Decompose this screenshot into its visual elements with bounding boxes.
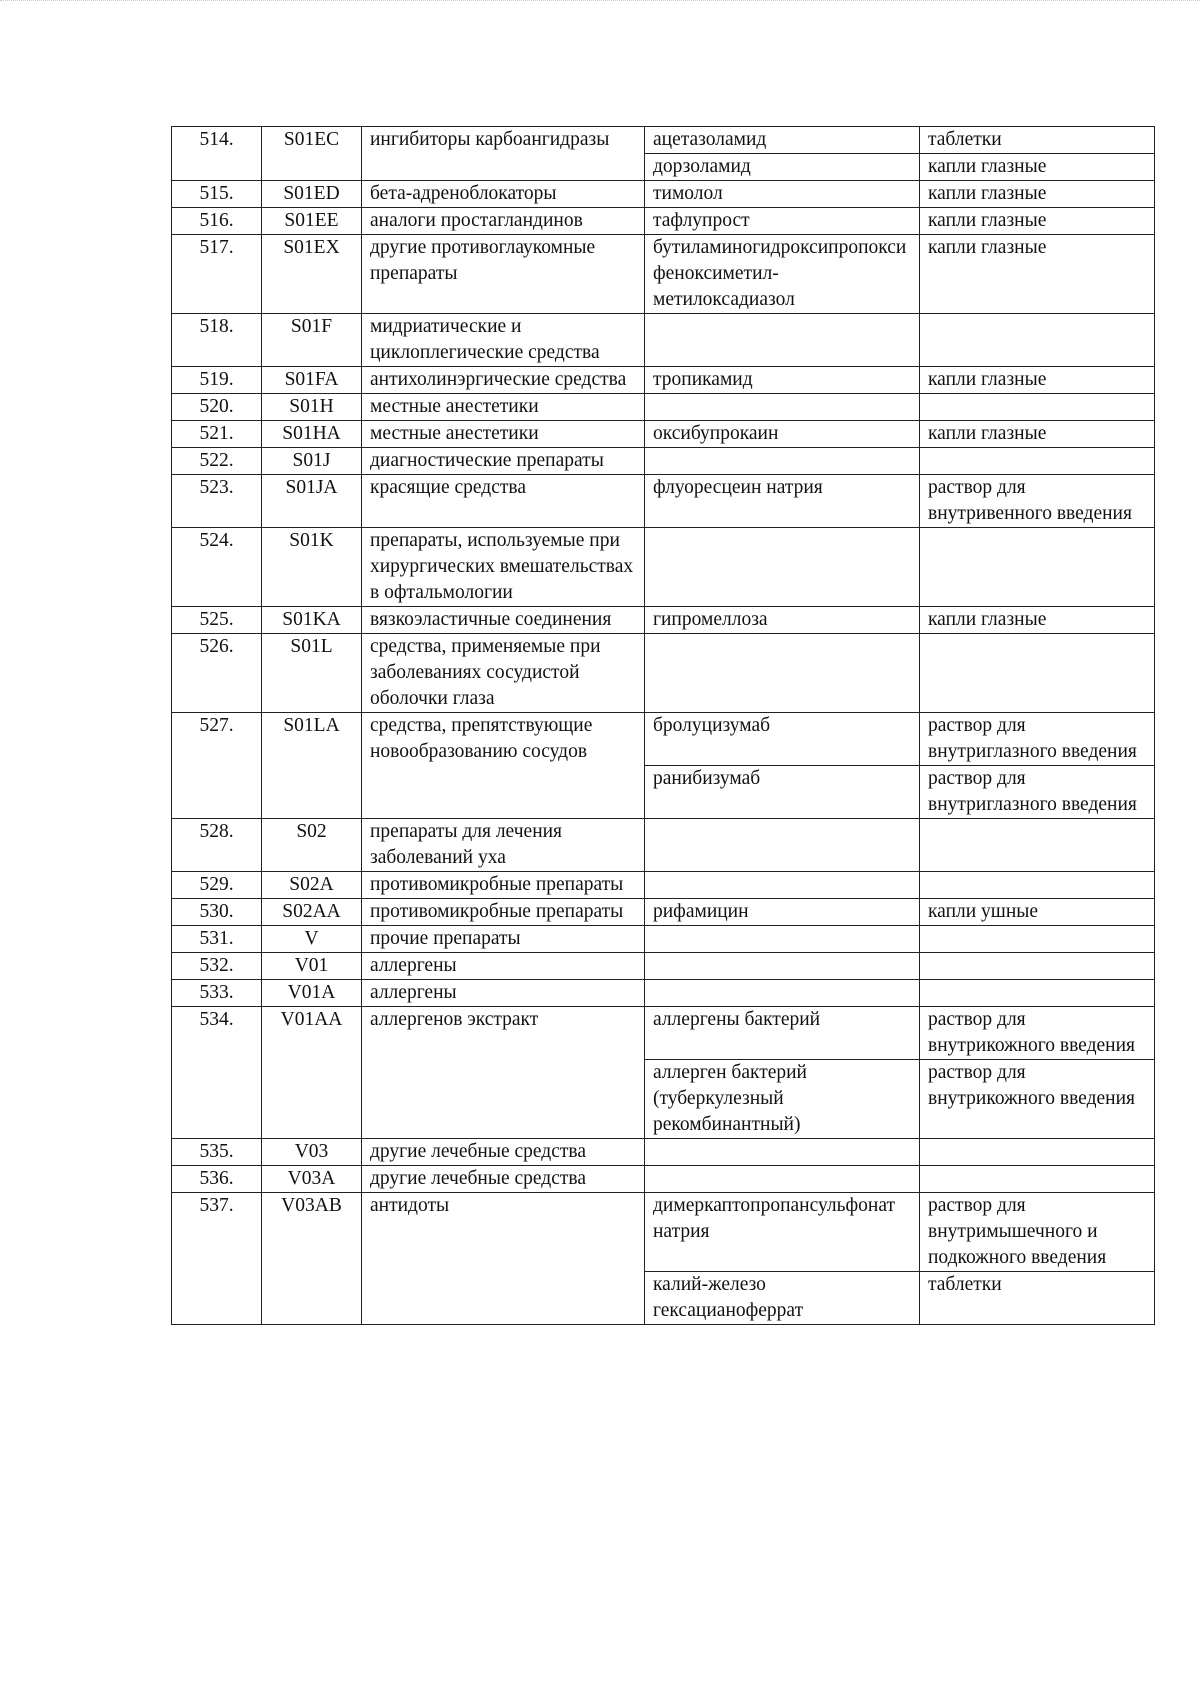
- drug-name: аллергены бактерий: [645, 1007, 920, 1060]
- drug-name: [645, 872, 920, 899]
- atc-code: S01LA: [262, 713, 362, 819]
- row-number: 530.: [172, 899, 262, 926]
- table-row: [172, 926, 1155, 953]
- row-number: 524.: [172, 528, 262, 607]
- atc-code: S01HA: [262, 421, 362, 448]
- dosage-form: капли ушные: [920, 899, 1155, 926]
- dosage-form: капли глазные: [920, 367, 1155, 394]
- row-number: 515.: [172, 181, 262, 208]
- row-number: 520.: [172, 394, 262, 421]
- drug-name: калий-железо гексацианоферрат: [645, 1272, 920, 1325]
- group-name: другие противоглаукомные препараты: [362, 235, 645, 314]
- atc-code: S01EC: [262, 127, 362, 181]
- dosage-form: [920, 926, 1155, 953]
- drug-name: [645, 314, 920, 367]
- row-number: 516.: [172, 208, 262, 235]
- group-name: красящие средства: [362, 475, 645, 528]
- dosage-form: [920, 872, 1155, 899]
- table-row: [172, 181, 1155, 208]
- row-number: 531.: [172, 926, 262, 953]
- group-name: антидоты: [362, 1193, 645, 1325]
- dosage-form: капли глазные: [920, 607, 1155, 634]
- atc-code: S01EE: [262, 208, 362, 235]
- dosage-form: капли глазные: [920, 208, 1155, 235]
- atc-code: V03A: [262, 1166, 362, 1193]
- drug-name: рифамицин: [645, 899, 920, 926]
- dosage-form: [920, 819, 1155, 872]
- table-body: [172, 127, 1155, 1325]
- table-row: [172, 314, 1155, 367]
- drug-name: ранибизумаб: [645, 766, 920, 819]
- row-number: 526.: [172, 634, 262, 713]
- group-name: аллергены: [362, 980, 645, 1007]
- group-name: другие лечебные средства: [362, 1139, 645, 1166]
- table-row: [172, 367, 1155, 394]
- table-row: [172, 713, 1155, 766]
- atc-code: V01: [262, 953, 362, 980]
- row-number: 534.: [172, 1007, 262, 1139]
- group-name: ингибиторы карбоангидразы: [362, 127, 645, 181]
- drug-name: ацетазоламид: [645, 127, 920, 154]
- group-name: препараты для лечения заболеваний уха: [362, 819, 645, 872]
- atc-code: S01JA: [262, 475, 362, 528]
- group-name: бета-адреноблокаторы: [362, 181, 645, 208]
- dosage-form: раствор для внутрикожного введения: [920, 1060, 1155, 1139]
- drug-name: [645, 819, 920, 872]
- dosage-form: раствор для внутрикожного введения: [920, 1007, 1155, 1060]
- group-name: препараты, используемые при хирургических вмешательствах в офтальмологии: [362, 528, 645, 607]
- row-number: 529.: [172, 872, 262, 899]
- dosage-form: капли глазные: [920, 421, 1155, 448]
- row-number: 523.: [172, 475, 262, 528]
- row-number: 535.: [172, 1139, 262, 1166]
- atc-code: S02AA: [262, 899, 362, 926]
- table-row: [172, 475, 1155, 528]
- drug-name: [645, 528, 920, 607]
- atc-code: S01FA: [262, 367, 362, 394]
- row-number: 533.: [172, 980, 262, 1007]
- group-name: другие лечебные средства: [362, 1166, 645, 1193]
- drug-name: тимолол: [645, 181, 920, 208]
- dosage-form: таблетки: [920, 1272, 1155, 1325]
- table-row: [172, 127, 1155, 154]
- group-name: аналоги простагландинов: [362, 208, 645, 235]
- atc-code: S01K: [262, 528, 362, 607]
- medication-table: [171, 126, 1155, 1325]
- table-row: [172, 1166, 1155, 1193]
- dosage-form: капли глазные: [920, 181, 1155, 208]
- atc-code: S01KA: [262, 607, 362, 634]
- group-name: противомикробные препараты: [362, 899, 645, 926]
- dosage-form: [920, 1166, 1155, 1193]
- drug-name: бутиламиногидроксипропоксифеноксиметил-метилоксадиазол: [645, 235, 920, 314]
- table-row: [172, 394, 1155, 421]
- drug-name: [645, 980, 920, 1007]
- table-row: [172, 953, 1155, 980]
- atc-code: V03AB: [262, 1193, 362, 1325]
- group-name: средства, применяемые при заболеваниях сосудистой оболочки глаза: [362, 634, 645, 713]
- atc-code: S02A: [262, 872, 362, 899]
- group-name: мидриатические и циклоплегические средства: [362, 314, 645, 367]
- table-row: [172, 1193, 1155, 1272]
- row-number: 518.: [172, 314, 262, 367]
- group-name: диагностические препараты: [362, 448, 645, 475]
- dosage-form: [920, 634, 1155, 713]
- table-row: [172, 528, 1155, 607]
- drug-name: [645, 634, 920, 713]
- drug-name: [645, 394, 920, 421]
- group-name: аллергенов экстракт: [362, 1007, 645, 1139]
- drug-name: [645, 1139, 920, 1166]
- group-name: аллергены: [362, 953, 645, 980]
- group-name: вязкоэластичные соединения: [362, 607, 645, 634]
- row-number: 536.: [172, 1166, 262, 1193]
- table-row: [172, 1139, 1155, 1166]
- table-row: [172, 872, 1155, 899]
- table-row: [172, 899, 1155, 926]
- table-row: [172, 1007, 1155, 1060]
- drug-name: оксибупрокаин: [645, 421, 920, 448]
- dosage-form: раствор для внутриглазного введения: [920, 766, 1155, 819]
- row-number: 525.: [172, 607, 262, 634]
- drug-name: [645, 1166, 920, 1193]
- table-row: [172, 235, 1155, 314]
- dosage-form: [920, 528, 1155, 607]
- row-number: 537.: [172, 1193, 262, 1325]
- atc-code: S01H: [262, 394, 362, 421]
- drug-name: [645, 448, 920, 475]
- drug-name: [645, 926, 920, 953]
- row-number: 517.: [172, 235, 262, 314]
- row-number: 519.: [172, 367, 262, 394]
- atc-code: S01EX: [262, 235, 362, 314]
- row-number: 522.: [172, 448, 262, 475]
- dosage-form: [920, 1139, 1155, 1166]
- page-top-edge: [0, 0, 1200, 4]
- group-name: местные анестетики: [362, 421, 645, 448]
- dosage-form: [920, 980, 1155, 1007]
- atc-code: V01A: [262, 980, 362, 1007]
- drug-name: димеркаптопропансульфонат натрия: [645, 1193, 920, 1272]
- table-row: [172, 208, 1155, 235]
- row-number: 514.: [172, 127, 262, 181]
- row-number: 527.: [172, 713, 262, 819]
- atc-code: V01AA: [262, 1007, 362, 1139]
- dosage-form: [920, 448, 1155, 475]
- group-name: антихолинэргические средства: [362, 367, 645, 394]
- table-row: [172, 421, 1155, 448]
- dosage-form: [920, 394, 1155, 421]
- atc-code: S01J: [262, 448, 362, 475]
- atc-code: S01L: [262, 634, 362, 713]
- drug-name: тропикамид: [645, 367, 920, 394]
- group-name: противомикробные препараты: [362, 872, 645, 899]
- dosage-form: капли глазные: [920, 154, 1155, 181]
- drug-name: тафлупрост: [645, 208, 920, 235]
- drug-name: аллерген бактерий (туберкулезный рекомбинантный): [645, 1060, 920, 1139]
- group-name: средства, препятствующие новообразованию сосудов: [362, 713, 645, 819]
- dosage-form: таблетки: [920, 127, 1155, 154]
- dosage-form: капли глазные: [920, 235, 1155, 314]
- table-row: [172, 980, 1155, 1007]
- row-number: 532.: [172, 953, 262, 980]
- dosage-form: [920, 314, 1155, 367]
- dosage-form: раствор для внутривенного введения: [920, 475, 1155, 528]
- dosage-form: раствор для внутримышечного и подкожного введения: [920, 1193, 1155, 1272]
- table-row: [172, 634, 1155, 713]
- drug-name: [645, 953, 920, 980]
- table-row: [172, 448, 1155, 475]
- dosage-form: [920, 953, 1155, 980]
- atc-code: V: [262, 926, 362, 953]
- atc-code: S02: [262, 819, 362, 872]
- drug-name: дорзоламид: [645, 154, 920, 181]
- table-row: [172, 819, 1155, 872]
- group-name: прочие препараты: [362, 926, 645, 953]
- group-name: местные анестетики: [362, 394, 645, 421]
- row-number: 521.: [172, 421, 262, 448]
- table-row: [172, 607, 1155, 634]
- drug-name: бролуцизумаб: [645, 713, 920, 766]
- drug-name: гипромеллоза: [645, 607, 920, 634]
- drug-name: флуоресцеин натрия: [645, 475, 920, 528]
- atc-code: S01F: [262, 314, 362, 367]
- atc-code: V03: [262, 1139, 362, 1166]
- atc-code: S01ED: [262, 181, 362, 208]
- dosage-form: раствор для внутриглазного введения: [920, 713, 1155, 766]
- row-number: 528.: [172, 819, 262, 872]
